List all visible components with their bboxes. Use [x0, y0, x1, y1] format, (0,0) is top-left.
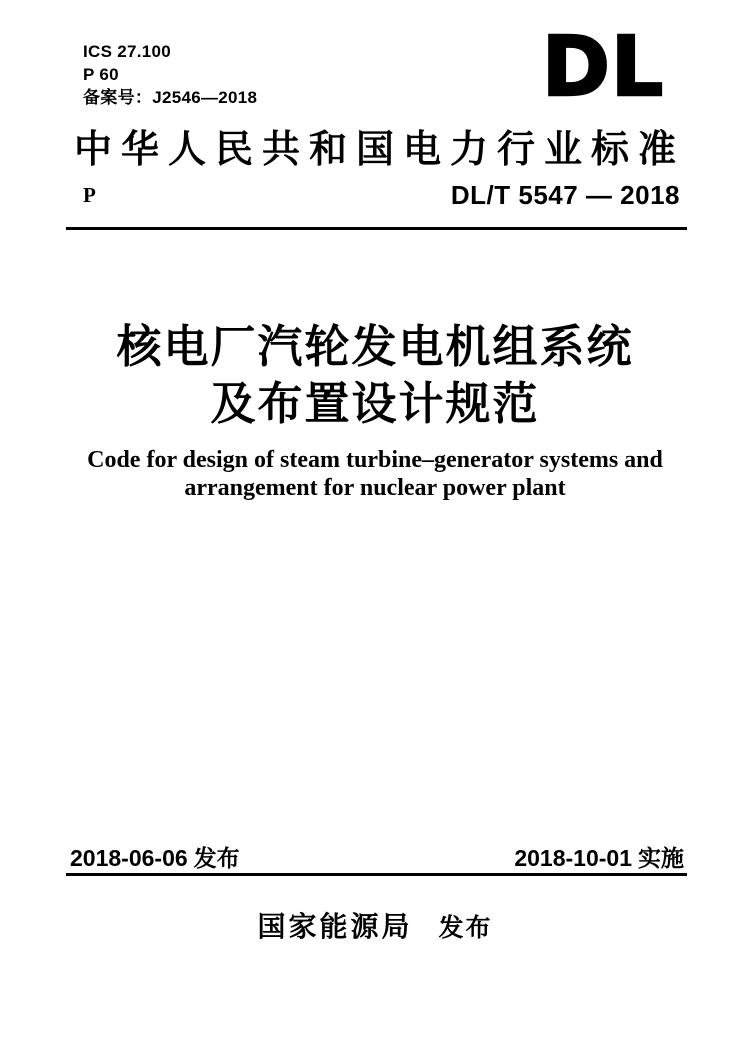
title-chinese [0, 318, 750, 432]
dl-logo: DL [541, 20, 665, 115]
ics-block [83, 40, 257, 109]
title-en-line1: Code for design of steam turbine–generator systems and [87, 447, 663, 473]
publisher-row [0, 905, 750, 945]
issue-date-group [70, 845, 240, 871]
implement-date-group [514, 845, 684, 871]
title-en-line2: arrangement for nuclear power plant [184, 475, 566, 501]
implement-date: 2018-10-01 [514, 845, 632, 871]
publisher-name: 国家能源局 [257, 912, 413, 943]
standard-number: DL/T 5547 — 2018 [450, 180, 680, 210]
classification-code: P 60 [83, 65, 119, 84]
footer-rule [66, 873, 687, 876]
implement-date-label: 实施 [638, 845, 684, 871]
record-number: 备案号：J2546—2018 [83, 88, 258, 107]
header-rule [66, 227, 687, 230]
title-english [0, 446, 750, 502]
issue-date-label: 发布 [193, 845, 240, 871]
standard-heading: 中华人民共和国电力行业标准 [73, 129, 685, 171]
issue-date: 2018-06-06 [70, 845, 188, 871]
ics-code: ICS 27.100 [83, 42, 172, 61]
title-cn-line2: 及布置设计规范 [210, 378, 540, 429]
class-letter: P [83, 183, 96, 207]
dates-row [70, 845, 684, 871]
title-cn-line1: 核电厂汽轮发电机组系统 [116, 321, 634, 372]
publisher-action-label: 发布 [438, 914, 493, 942]
